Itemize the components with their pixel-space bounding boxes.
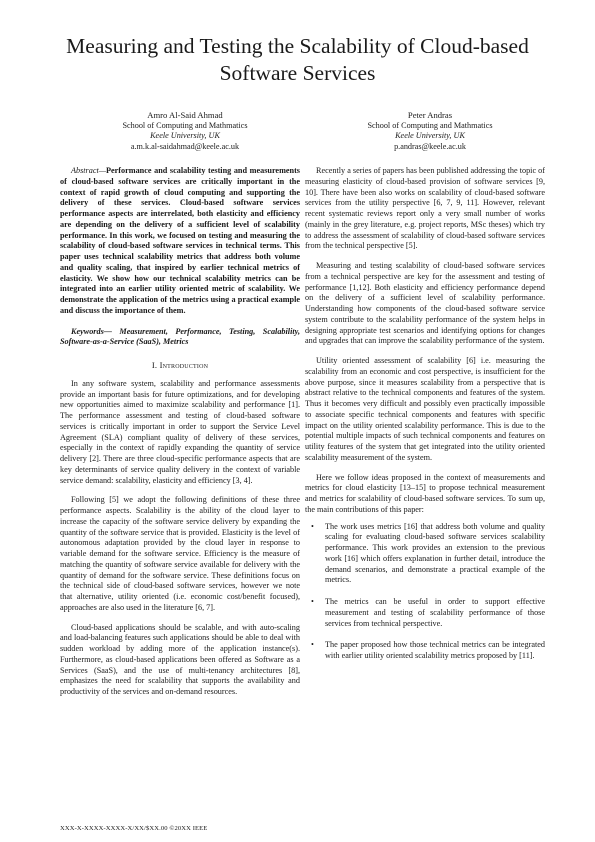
copyright-footer: XXX-X-XXXX-XXXX-X/XX/$XX.00 ©20XX IEEE xyxy=(60,825,208,832)
author-university: Keele University, UK xyxy=(150,131,220,141)
list-item-text: The work uses metrics [16] that address both volume and quality scaling for evaluating cloud-based software services scalability performance. This work provides an extension to the previous work [16] which offers explanation in further detail, introduce the demand scenarios, and demonstrate a practical example of the metrics. xyxy=(325,521,545,585)
contributions-list xyxy=(305,522,545,662)
paragraph: Recently a series of papers has been published addressing the topic of measuring elasticity of cloud-based provision of software services [9, 10]. There have been also works on scalability of cloud-based software services from the utility perspective [6, 7, 9, 11]. However, relevant recent systematic reviews report only a very small number of works (mainly in the grey literature, e.g. project reports, MSc theses) which try to address the assessment of scalability of cloud-based software services from the technical perspective [5]. xyxy=(305,166,545,251)
paragraph: Following [5] we adopt the following definitions of these three performance aspects. Scalability is the ability of the cloud layer to increase the capacity of the software service delivery by expanding the quantity of the software service that is provided. Elasticity is the level of autonomous adaptation provided by the cloud layer in response to variable demand for the software service. Efficiency is the measure of matching the quantity of software service available for delivery with the quantity of demand for the software service. These definitions focus on the technical side of cloud-based software services, however we note that alternative, utility oriented (i.e. economic cost/benefit focused), approaches are also used in the literature [6, 7]. xyxy=(60,495,300,612)
keywords xyxy=(60,327,300,349)
paragraph: Utility oriented assessment of scalability [6] i.e. measuring the scalability from an economic and cost perspective, is insufficient for the above purpose, since it measures scalability from a perspective that is abstract relative to the technical components and features of the system. Thus it becomes very difficult and possibly even practically impossible to associate specific technical components and features with specific impact on the utility oriented scalability performance. This is due to the potential multiple impacts of such technical components and features on utility features of the system that get integrated into the utility oriented scalability measurement of the system. xyxy=(305,356,545,462)
author-name: Amro Al-Said Ahmad xyxy=(147,110,223,120)
author-university: Keele University, UK xyxy=(395,131,465,141)
abstract-label: Abstract— xyxy=(71,166,107,175)
author-email: a.m.k.al-saidahmad@keele.ac.uk xyxy=(130,141,240,151)
bullet-icon: • xyxy=(311,597,314,606)
paragraph: Measuring and testing scalability of cloud-based software services from a technical perspective are key for the assessment and testing of performance [1,12]. Both elasticity and efficiency performance depend on the delivery of a sufficient level of scalability performance. Understanding how components of the cloud-based software service system contribute to the scalability performance of the system helps in designing appropriate test scenarios and identifying options for changes and upgrades that can improve the scalability performance of the system. xyxy=(305,261,545,346)
keywords-label: Keywords— xyxy=(71,326,112,336)
left-column xyxy=(60,166,300,698)
paper-title: Measuring and Testing the Scalability of Cloud-based Software Services xyxy=(66,34,529,85)
list-item-text: The metrics can be useful in order to support effective measurement and testing of scalability performance of those services from technical perspective. xyxy=(325,597,545,628)
author-department: School of Computing and Mathmatics xyxy=(367,120,493,130)
paragraph: Cloud-based applications should be scalable, and with auto-scaling and load-balancing features such applications should be able to deal with sudden workload by adding more of the application instance(s). Furthermore, as cloud-based applications been offered as Software as a Services (SaaS), and the use of multi-tenancy architectures [8], emphasizes the need for scalability that supports the availability and productivity of the services and on-demand resources. xyxy=(60,622,300,696)
author-email: p.andras@keele.ac.uk xyxy=(394,141,466,151)
abstract-text: Performance and scalability testing and measurements of cloud-based software services are critically important in the context of rapid growth of cloud computing and supporting the delivery of these services. Cloud-based software services performance aspects are interrelated, both elasticity and efficiency are depending on the delivery of a sufficient level of scalability performance. In this work, we focused on testing and measuring the scalability of cloud-based software services in technical terms. This paper uses technical scalability metrics that address both volume and quality scaling, that inspired by earlier technical metrics of elasticity. We show how our technical scalability metrics can be integrated into an earlier utility oriented metric of scalability. We demonstrate the application of the metrics using a practical example and discuss the importance of them. xyxy=(60,166,300,315)
section-heading-introduction: I. Introduction xyxy=(151,360,209,370)
list-item xyxy=(311,640,545,662)
list-item xyxy=(311,597,545,629)
bullet-icon: • xyxy=(311,640,314,650)
list-item-text: The paper proposed how those technical metrics can be integrated with earlier utility oriented scalability metrics proposed by [11]. xyxy=(325,640,545,660)
author-block-1 xyxy=(75,110,295,152)
author-name: Peter Andras xyxy=(407,110,453,120)
bullet-icon: • xyxy=(311,521,314,531)
abstract xyxy=(60,166,300,317)
author-block-2 xyxy=(320,110,540,152)
right-column xyxy=(305,166,545,673)
keywords-text: Measurement, Performance, Testing, Scalability, Software-as-a-Service (SaaS), Metrics xyxy=(60,326,300,347)
paragraph: In any software system, scalability and performance assessments provide an important basis for future optimizations, and for developing new opportunities aimed to maximize scalability and performance [1]. The performance assessment and testing of cloud-based software services is critically important in order to support the Service Level Agreement (SLA) compliant quality of delivery of these services, especially in the context of rapidly expanding the quantity of service delivery [2]. There are three cloud-specific performance aspects that are key determinants of service quality delivery in the context of variable service demand: scalability, elasticity and efficiency [3, 4]. xyxy=(60,378,300,485)
paragraph: Here we follow ideas proposed in the context of measurements and metrics for cloud elasticity [13–15] to propose technical measurement and metrics for scalability of cloud-based software services. To sum up, the main contributions of this paper: xyxy=(305,472,545,514)
author-department: School of Computing and Mathmatics xyxy=(122,120,248,130)
list-item xyxy=(311,521,545,587)
